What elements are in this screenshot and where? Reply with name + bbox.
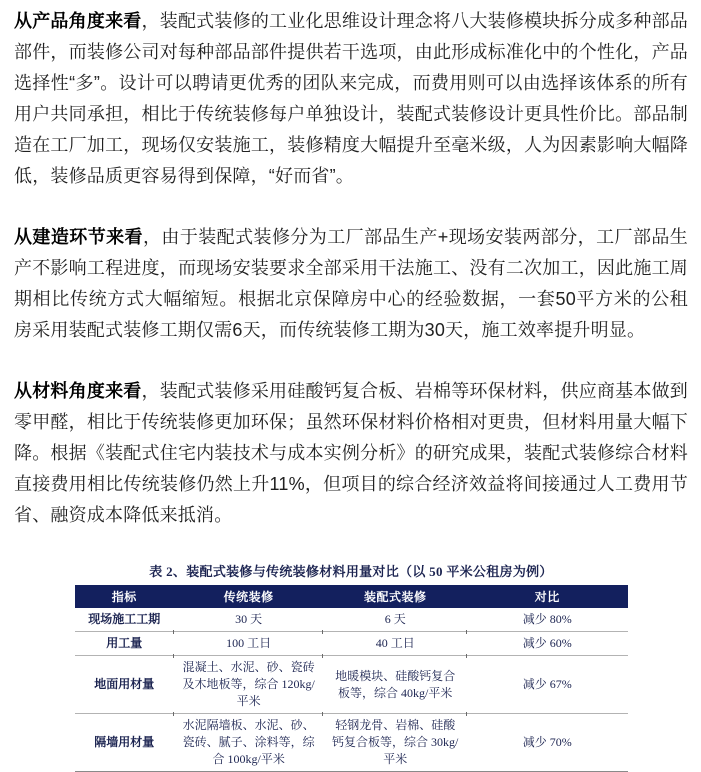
paragraph-body: ，装配式装修的工业化思维设计理念将八大装修模块拆分成多种部品部件，而装修公司对每种部品部件提供若干选项，由此形成标准化中的个性化，产品选择性“多”。设计可以聘请更优秀的团队来完成，而费用则可以由选择该体系的所有用户共同承担，相比于传统装修每户单独设计，装配式装修设计更具性价比。部品制造在工厂加工，现场仅安装施工，装修精度大幅提升至毫米级，人为因素影响大幅降低，装修品质更容易得到保障，“好而省”。: [14, 11, 688, 186]
cell-comparison: 减少 80%: [522, 612, 572, 626]
paragraph-lead: 从产品角度来看: [14, 11, 142, 31]
cell-traditional: 混凝土、水泥、砂、瓷砖及木地板等，综合 120kg/平米: [174, 656, 323, 714]
cell-metric: 隔墙用材量: [75, 714, 175, 772]
paragraph-lead: 从建造环节来看: [14, 227, 143, 247]
cell-comparison: 减少 67%: [467, 656, 627, 714]
cell-prefab: 6 天: [384, 612, 406, 626]
cell-prefab: 地暖模块、硅酸钙复合板等，综合 40kg/平米: [323, 656, 467, 714]
column-header-prefab: 装配式装修: [323, 585, 467, 608]
cell-comparison: 减少 70%: [467, 714, 627, 772]
table-row: [75, 632, 628, 656]
cell-metric: 地面用材量: [75, 656, 175, 714]
cell-traditional: 30 天: [235, 612, 263, 626]
column-header-comparison: 对比: [467, 585, 627, 608]
paragraph-body: ，由于装配式装修分为工厂部品生产+现场安装两部分，工厂部品生产不影响工程进度，而现场安装要求全部采用干法施工、没有二次加工，因此施工周期相比传统方式大幅缩短。根据北京保障房中心的经验数据，一套50平方米的公租房采用装配式装修工期仅需6天，而传统装修工期为30天，施工效率提升明显。: [14, 227, 689, 340]
cell-traditional: 水泥隔墙板、水泥、砂、瓷砖、腻子、涂料等，综合 100kg/平米: [174, 714, 323, 772]
table-title: 表 2、装配式装修与传统装修材料用量对比（以 50 平米公租房为例）: [149, 564, 553, 579]
paragraph-construction-view: [14, 222, 688, 346]
table-row: [75, 714, 628, 772]
table-row: [75, 656, 628, 714]
paragraph-body: ，装配式装修采用硅酸钙复合板、岩棉等环保材料，供应商基本做到零甲醛，相比于传统装修更加环保；虽然环保材料价格相对更贵，但材料用量大幅下降。根据《装配式住宅内装技术与成本实例分析》的研究成果，装配式装修综合材料直接费用相比传统装修仍然上升11%，但项目的综合经济效益将间接通过人工费用节省、融资成本降低来抵消。: [14, 381, 688, 525]
paragraph-lead: 从材料角度来看: [14, 381, 142, 401]
column-header-metric: 指标: [75, 585, 175, 608]
cell-comparison: 减少 60%: [467, 632, 627, 656]
cell-prefab: 轻钢龙骨、岩棉、硅酸钙复合板等，综合 30kg/平米: [323, 714, 467, 772]
table-header-row: [75, 585, 628, 608]
cell-metric: 用工量: [75, 632, 175, 656]
cell-metric: 现场施工工期: [88, 612, 161, 626]
column-header-traditional: 传统装修: [174, 585, 323, 608]
comparison-table-section: [14, 561, 688, 772]
table-row: [75, 608, 628, 632]
material-comparison-table: [75, 585, 628, 772]
cell-traditional: 100 工日: [174, 632, 323, 656]
paragraph-material-view: [14, 376, 688, 531]
cell-prefab: 40 工日: [323, 632, 467, 656]
paragraph-product-view: [14, 6, 688, 192]
